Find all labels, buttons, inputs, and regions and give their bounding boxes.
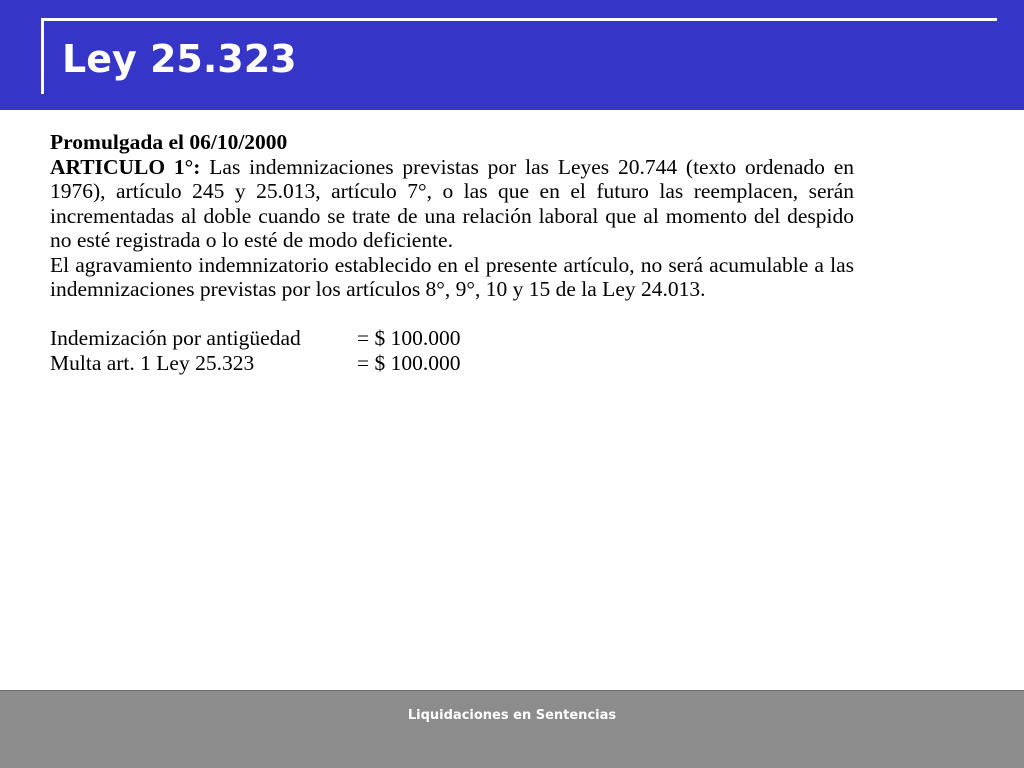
header-top-rule — [41, 18, 997, 21]
article-1-paragraph — [50, 155, 854, 253]
header-left-rule — [41, 18, 44, 94]
calc-value: = $ 100.000 — [357, 350, 461, 375]
calc-label: Multa art. 1 Ley 25.323 — [50, 350, 255, 375]
calc-value: = $ 100.000 — [357, 326, 461, 350]
slide-title: Ley 25.323 — [62, 37, 297, 81]
aggravation-paragraph: El agravamiento indemnizatorio establecido en el presente artículo, no será acumulable a las indemnizaciones previstas por los artículos 8°, 9°, 10 y 15 de la Ley 24.013. — [50, 252, 854, 301]
article-text: Las indemnizaciones previstas por las Leyes 20.744 (texto ordenado en 1976), artículo 245 y 25.013, artículo 7°, o las que en el futuro las reemplacen, serán incrementadas al doble cuando se trate de una relación laboral que al momento del despido no esté registrada o lo esté de modo deficiente. — [50, 154, 854, 252]
footer-bar — [0, 690, 1024, 768]
title-banner — [0, 0, 1024, 110]
footer-text: Liquidaciones en Sentencias — [407, 708, 617, 723]
slide-body — [50, 130, 854, 375]
calc-row-fine — [50, 351, 854, 376]
calc-row-seniority — [50, 326, 854, 351]
calc-label: Indemización por antigüedad — [50, 326, 301, 350]
spacer — [50, 302, 854, 327]
article-heading: ARTICULO 1°: — [50, 154, 201, 179]
promulgation-date: Promulgada el 06/10/2000 — [50, 130, 288, 154]
